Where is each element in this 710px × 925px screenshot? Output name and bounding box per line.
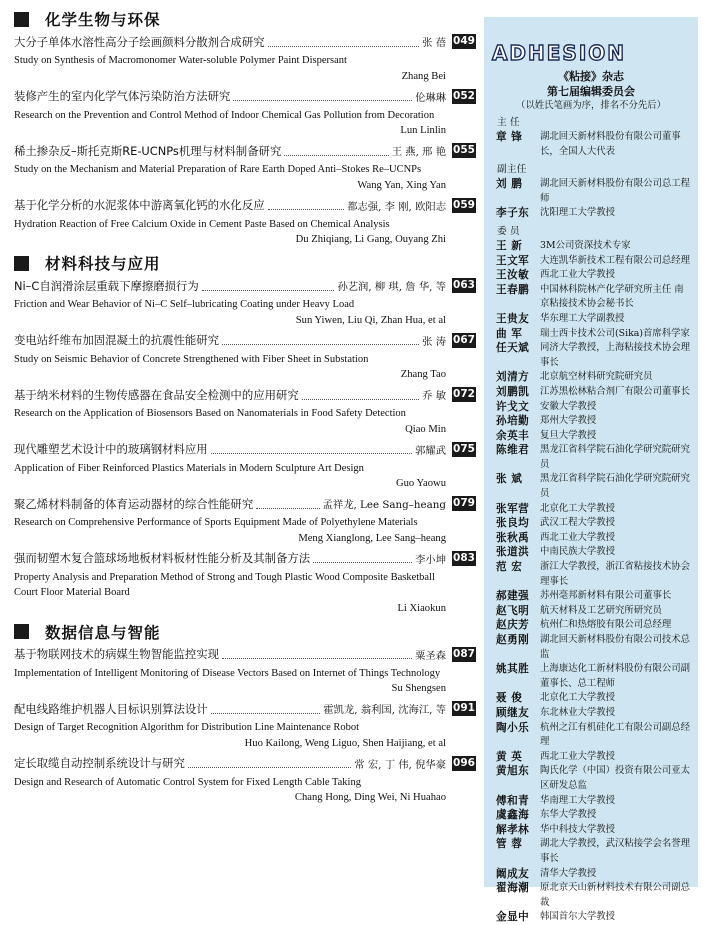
article-entry[interactable] <box>14 87 476 139</box>
board-member <box>484 283 698 312</box>
board-member <box>484 706 698 721</box>
member-name: 聂 俊 <box>496 692 523 705</box>
article-title-en: Property Analysis and Preparation Method of Strong and Tough Plastic Wood Composite Basketball Court Floor Material Board <box>14 571 435 598</box>
member-name: 陈维君 <box>496 444 530 457</box>
member-name: 虞鑫海 <box>496 809 530 822</box>
article-authors-cn: 伦琳琳 <box>415 91 446 104</box>
article-title-row <box>14 440 476 459</box>
board-member <box>484 721 698 750</box>
member-name: 任天斌 <box>496 342 530 355</box>
member-affiliation: 北京化工大学教授 <box>540 692 616 704</box>
member-name: 王汝敏 <box>496 269 530 282</box>
page-number-badge[interactable]: 067 <box>453 333 475 346</box>
page-number-badge[interactable]: 079 <box>453 497 475 509</box>
section-heading <box>14 6 476 32</box>
board-member <box>484 764 698 793</box>
member-affiliation: 西北工业大学教授 <box>540 531 616 543</box>
member-affiliation: 原北京天山新材料技术有限公司副总裁 <box>540 882 691 908</box>
member-name: 许戈文 <box>496 400 530 413</box>
article-title-cn[interactable]: 定长取缆自动控制系统设计与研究 <box>14 756 185 770</box>
article-title-row <box>14 331 476 350</box>
article-title-row <box>14 276 476 295</box>
article-title-en: Study on Seismic Behavior of Concrete Strengthened with Fiber Sheet in Substation <box>14 353 369 365</box>
article-authors-cn: 常 宏, 丁 伟, 倪华豪 <box>354 758 446 771</box>
article-authors-en: Du Zhiqiang, Li Gang, Ouyang Zhi <box>295 234 446 245</box>
article-title-en: Friction and Wear Behavior of Ni–C Self–lubricating Coating under Heavy Load <box>14 299 355 310</box>
page-number-badge[interactable]: 059 <box>453 198 475 211</box>
board-member <box>484 560 698 589</box>
article-entry[interactable] <box>14 331 476 383</box>
member-affiliation: 湖北回天新材料股份有限公司技术总监 <box>540 634 691 660</box>
board-role: 副主任 <box>497 164 527 176</box>
member-name: 张 斌 <box>496 473 523 486</box>
journal-name: 《粘接》杂志 <box>558 70 624 83</box>
member-affiliation: 大连凯华新技术工程有限公司总经理 <box>540 254 691 266</box>
article-title-cn[interactable]: 变电站纤维布加固混凝土的抗震性能研究 <box>14 333 220 347</box>
article-entry[interactable] <box>14 196 476 248</box>
member-affiliation: 安徽大学教授 <box>540 400 597 412</box>
section-heading <box>14 250 476 276</box>
board-member <box>484 502 698 517</box>
article-entry[interactable] <box>14 276 476 328</box>
page-number-badge[interactable]: 055 <box>453 144 475 156</box>
board-member <box>484 618 698 633</box>
member-name: 管 蓉 <box>496 838 523 851</box>
article-title-cn[interactable]: 现代雕塑艺术设计中的玻璃钢材料应用 <box>14 442 208 456</box>
article-title-en: Study on Synthesis of Macromonomer Water-soluble Polymer Paint Dispersant <box>14 55 347 66</box>
member-name: 刘鹏凯 <box>496 385 530 398</box>
article-title-cn[interactable]: Ni–C自润滑涂层重载下摩擦磨损行为 <box>14 278 199 293</box>
ordering-note: （以姓氏笔画为序，排名不分先后） <box>515 100 666 111</box>
member-affiliation: 华南理工大学教授 <box>540 794 616 806</box>
member-name: 顾继友 <box>496 706 530 719</box>
article-title-cn[interactable]: 基于纳米材料的生物传感器在食品安全检测中的应用研究 <box>14 387 299 402</box>
board-member <box>484 691 698 706</box>
member-affiliation: 华中科技大学教授 <box>540 823 616 835</box>
member-name: 李子东 <box>496 207 530 220</box>
article-title-en: Study on the Mechanism and Material Preparation of Rare Earth Doped Anti–Stokes Re–UCNPs <box>14 164 422 175</box>
dot-leader <box>313 553 412 563</box>
article-entry[interactable] <box>14 440 476 492</box>
board-role: 主 任 <box>497 117 520 128</box>
member-affiliation: 复旦大学教授 <box>540 429 597 441</box>
member-affiliation: 郑州大学教授 <box>540 415 597 427</box>
member-affiliation: 航天材料及工艺研究所研究员 <box>540 604 662 616</box>
article-authors-cn: 张 蓓 <box>422 37 446 49</box>
article-title-en: Application of Fiber Reinforced Plastics Materials in Modern Sculpture Art Design <box>14 462 364 474</box>
article-authors-en: Huo Kailong, Weng Liguo, Shen Haijiang, et al <box>244 737 446 749</box>
dot-leader <box>284 146 388 156</box>
member-name: 曲 军 <box>496 327 523 340</box>
member-affiliation: 同济大学教授，上海粘接技术协会理事长 <box>540 342 691 368</box>
board-member <box>484 254 698 269</box>
member-name: 章 锋 <box>496 131 523 143</box>
board-member <box>484 604 698 619</box>
member-affiliation: 华东理工大学副教授 <box>540 312 625 324</box>
article-title-row <box>14 699 476 718</box>
page-number-badge[interactable]: 083 <box>453 551 475 564</box>
board-member <box>484 385 698 400</box>
member-affiliation: 西北工业大学教授 <box>540 269 616 281</box>
dot-leader <box>268 200 345 210</box>
article-authors-en: Meng Xianglong, Lee Sang–heang <box>298 532 446 544</box>
dot-leader <box>188 758 351 768</box>
section-title: 数据信息与智能 <box>45 623 161 642</box>
article-title-row <box>14 196 476 215</box>
adhesion-logo <box>484 39 634 65</box>
member-name: 张秋禹 <box>496 531 530 544</box>
member-affiliation: 浙江大学教授，浙江省粘接技术协会理事长 <box>540 561 691 587</box>
article-authors-en: Su Shengsen <box>391 683 446 694</box>
member-affiliation: 杭州之江有机硅化工有限公司副总经理 <box>540 721 691 748</box>
member-name: 张道洪 <box>496 546 530 559</box>
board-members <box>484 116 698 925</box>
board-member <box>484 545 698 560</box>
member-name: 阚成友 <box>496 867 530 880</box>
article-title-row <box>14 385 476 404</box>
member-name: 翟海潮 <box>496 882 530 895</box>
article-authors-cn: 孙艺润, 柳 琪, 詹 华, 等 <box>337 281 446 293</box>
article-entry[interactable] <box>14 494 476 546</box>
board-member <box>484 400 698 415</box>
member-affiliation: 沈阳理工大学教授 <box>540 207 616 219</box>
board-member <box>484 239 698 254</box>
table-of-contents <box>14 4 476 808</box>
dot-leader <box>256 499 319 509</box>
member-affiliation: 东北林业大学教授 <box>540 706 616 718</box>
dot-leader <box>222 335 419 345</box>
board-member <box>484 268 698 283</box>
article-entry[interactable] <box>14 754 476 806</box>
page-number-badge[interactable]: 063 <box>453 279 475 291</box>
section-square-icon <box>14 624 29 639</box>
dot-leader <box>222 649 412 659</box>
member-name: 张良均 <box>496 517 530 530</box>
page-number-badge[interactable]: 096 <box>453 756 475 769</box>
article-title-cn[interactable]: 聚乙烯材料制备的体育运动器材的综合性能研究 <box>14 496 254 511</box>
article-authors-cn: 乔 敏 <box>422 390 446 402</box>
dot-leader <box>233 91 412 101</box>
board-member <box>484 370 698 385</box>
member-name: 解孝林 <box>496 823 530 836</box>
page-number-badge[interactable]: 087 <box>453 647 475 660</box>
article-title-en: Hydration Reaction of Free Calcium Oxide in Cement Paste Based on Chemical Analysis <box>14 218 390 230</box>
member-name: 孙培勤 <box>496 415 530 428</box>
dot-leader <box>268 37 420 47</box>
article-title-en: Research on the Application of Biosensors Based on Nanomaterials in Food Safety Detection <box>14 408 406 419</box>
article-entry[interactable] <box>14 645 476 697</box>
article-authors-cn: 王 燕, 邢 艳 <box>391 146 446 158</box>
board-member <box>484 429 698 444</box>
section-title: 化学生物与环保 <box>45 11 161 29</box>
article-authors-cn: 郭耀武 <box>415 444 446 457</box>
member-name: 余英丰 <box>496 429 530 442</box>
member-affiliation: 3M公司资深技术专家 <box>540 239 631 251</box>
board-member <box>484 516 698 531</box>
member-name: 刘 鹏 <box>496 178 523 191</box>
member-name: 陶小乐 <box>496 721 530 734</box>
member-name: 黄旭东 <box>496 765 530 778</box>
board-member <box>484 443 698 472</box>
editorial-board-panel <box>484 17 698 924</box>
article-authors-cn: 李小坤 <box>415 553 446 566</box>
member-affiliation: 黑龙江省科学院石油化学研究院研究员 <box>540 473 691 500</box>
dot-leader <box>211 704 321 714</box>
member-name: 赵勇刚 <box>496 634 530 646</box>
member-affiliation: 江苏黑松林粘合剂厂有限公司董事长 <box>540 385 691 397</box>
member-affiliation: 湖北大学教授，武汉粘接学会名誉理事长 <box>540 838 691 864</box>
board-member <box>484 177 698 206</box>
board-member <box>484 910 698 925</box>
article-authors-cn: 孟祥龙, Lee Sang–heang <box>322 499 446 511</box>
board-member <box>484 808 698 823</box>
section-square-icon <box>14 256 29 271</box>
board-member <box>484 794 698 809</box>
article-authors-en: Zhang Tao <box>400 369 446 380</box>
member-name: 王春鹏 <box>496 283 530 296</box>
article-title-en: Design and Research of Automatic Control System for Fixed Length Cable Taking <box>14 776 361 788</box>
article-entry[interactable] <box>14 141 476 193</box>
section-square-icon <box>14 12 29 27</box>
article-title-row <box>14 645 476 664</box>
board-member <box>484 472 698 501</box>
member-affiliation: 黑龙江省科学院石油化学研究院研究员 <box>540 444 691 470</box>
article-title-cn[interactable]: 基于化学分析的水泥浆体中游离氧化钙的水化反应 <box>14 198 265 212</box>
member-name: 傅和青 <box>496 794 530 807</box>
page-number-badge[interactable]: 072 <box>453 388 475 400</box>
board-member <box>484 881 698 910</box>
board-member <box>484 327 698 342</box>
page-number-badge[interactable]: 049 <box>453 35 475 47</box>
page-number-badge[interactable]: 091 <box>453 702 475 714</box>
article-title-cn[interactable]: 配电线路维护机器人目标识别算法设计 <box>14 701 208 716</box>
article-entry[interactable] <box>14 699 476 751</box>
article-title-en: Research on the Prevention and Control Method of Indoor Chemical Gas Pollution from Decoration <box>14 109 435 121</box>
dot-leader <box>202 281 335 291</box>
member-affiliation: 中南民族大学教授 <box>540 546 616 558</box>
member-name: 赵飞明 <box>496 604 530 617</box>
article-title-en: Research on Comprehensive Performance of Sports Equipment Made of Polyethylene Materials <box>14 517 418 528</box>
member-affiliation: 东华大学教授 <box>540 809 597 821</box>
member-name: 姚其胜 <box>496 663 530 676</box>
article-title-cn[interactable]: 大分子单体水溶性高分子绘画颜料分散剂合成研究 <box>14 34 265 49</box>
member-affiliation: 清华大学教授 <box>540 867 597 879</box>
member-affiliation: 陶氏化学（中国）投资有限公司亚太区研发总监 <box>540 765 691 791</box>
board-role: 委 员 <box>497 225 520 237</box>
article-entry[interactable] <box>14 385 476 437</box>
article-authors-en: Guo Yaowu <box>395 478 446 489</box>
board-member <box>484 750 698 765</box>
member-name: 赵庆芳 <box>496 619 530 632</box>
member-affiliation: 上海康达化工新材料股份有限公司副董事长、总工程师 <box>540 663 691 689</box>
member-name: 金显中 <box>496 911 530 924</box>
page-number-badge[interactable]: 052 <box>453 89 475 102</box>
board-member <box>484 867 698 882</box>
committee-title: 第七届编辑委员会 <box>547 85 635 98</box>
member-affiliation: 北京化工大学教授 <box>540 502 616 514</box>
article-authors-cn: 都志强, 李 刚, 欧阳志 <box>347 200 446 213</box>
member-affiliation: 杭州仁和热熔胶有限公司总经理 <box>540 619 672 631</box>
member-affiliation: 北京航空材料研究院研究员 <box>540 371 653 383</box>
member-affiliation: 湖北回天新材料股份有限公司总工程师 <box>540 178 691 204</box>
article-authors-en: Chang Hong, Ding Wei, Ni Huahao <box>294 792 446 803</box>
article-authors-en: Qiao Min <box>405 423 446 435</box>
article-authors-en: Zhang Bei <box>401 70 446 82</box>
section-title: 材料科技与应用 <box>45 255 161 273</box>
article-title-en: Implementation of Intelligent Monitoring of Disease Vectors Based on Internet of Things Technology <box>14 667 441 679</box>
board-member <box>484 312 698 327</box>
member-affiliation: 湖北回天新材料股份有限公司董事长，全国人大代表 <box>540 131 681 157</box>
article-title-cn[interactable]: 稀土掺杂反–斯托克斯RE-UCNPs机理与材料制备研究 <box>14 143 282 158</box>
section-heading <box>14 619 476 645</box>
article-authors-cn: 霍凯龙, 翁利国, 沈海江, 等 <box>323 704 446 716</box>
member-affiliation: 苏州毫邦新材料有限公司董事长 <box>540 590 672 602</box>
page-number-badge[interactable]: 075 <box>453 442 475 455</box>
member-name: 黄 英 <box>496 750 523 763</box>
article-title-row <box>14 87 476 106</box>
article-title-row <box>14 754 476 773</box>
article-authors-en: Sun Yiwen, Liu Qi, Zhan Hua, et al <box>295 314 446 326</box>
member-name: 郝建强 <box>496 590 530 603</box>
board-member <box>484 589 698 604</box>
dot-leader <box>302 390 419 400</box>
board-member <box>484 206 698 221</box>
board-member <box>484 837 698 866</box>
article-authors-cn: 张 涛 <box>422 335 446 348</box>
member-name: 张军营 <box>496 502 530 515</box>
article-entry[interactable] <box>14 32 476 84</box>
article-title-row <box>14 494 476 513</box>
board-member <box>484 414 698 429</box>
dot-leader <box>211 444 412 454</box>
member-affiliation: 韩国首尔大学教授 <box>540 911 616 923</box>
article-authors-en: Lun Linlin <box>400 125 446 136</box>
article-entry[interactable] <box>14 549 476 616</box>
article-title-row <box>14 549 476 568</box>
article-title-cn[interactable]: 装修产生的室内化学气体污染防治方法研究 <box>14 89 231 103</box>
article-title-row <box>14 32 476 51</box>
article-authors-cn: 粟圣森 <box>415 649 446 662</box>
article-title-en: Design of Target Recognition Algorithm for Distribution Line Maintenance Robot <box>14 722 360 733</box>
article-title-cn[interactable]: 强而韧塑木复合篮球场地板材料板材性能分析及其制备方法 <box>14 551 311 565</box>
article-authors-en: Wang Yan, Xing Yan <box>357 179 446 191</box>
member-name: 王贵友 <box>496 312 530 325</box>
board-member <box>484 823 698 838</box>
member-name: 范 宏 <box>496 561 523 574</box>
member-affiliation: 武汉工程大学教授 <box>540 517 616 529</box>
member-affiliation: 西北工业大学教授 <box>540 750 616 762</box>
member-name: 王文军 <box>496 254 530 267</box>
board-member <box>484 341 698 370</box>
board-member <box>484 662 698 691</box>
member-name: 王 新 <box>496 239 523 252</box>
member-name: 刘清方 <box>496 371 530 384</box>
board-member <box>484 130 698 159</box>
board-member <box>484 633 698 662</box>
article-title-row <box>14 141 476 160</box>
member-affiliation: 中国林科院林产化学研究所主任 南京粘接技术协会秘书长 <box>540 283 684 310</box>
board-member <box>484 531 698 546</box>
article-title-cn[interactable]: 基于物联网技术的病媒生物智能监控实现 <box>14 647 220 661</box>
member-affiliation: 瑞士西卡技术公司(Sika)首席科学家 <box>540 327 690 339</box>
svg-text:ADHESION: ADHESION <box>491 41 627 65</box>
article-authors-en: Li Xiaokun <box>397 602 446 614</box>
